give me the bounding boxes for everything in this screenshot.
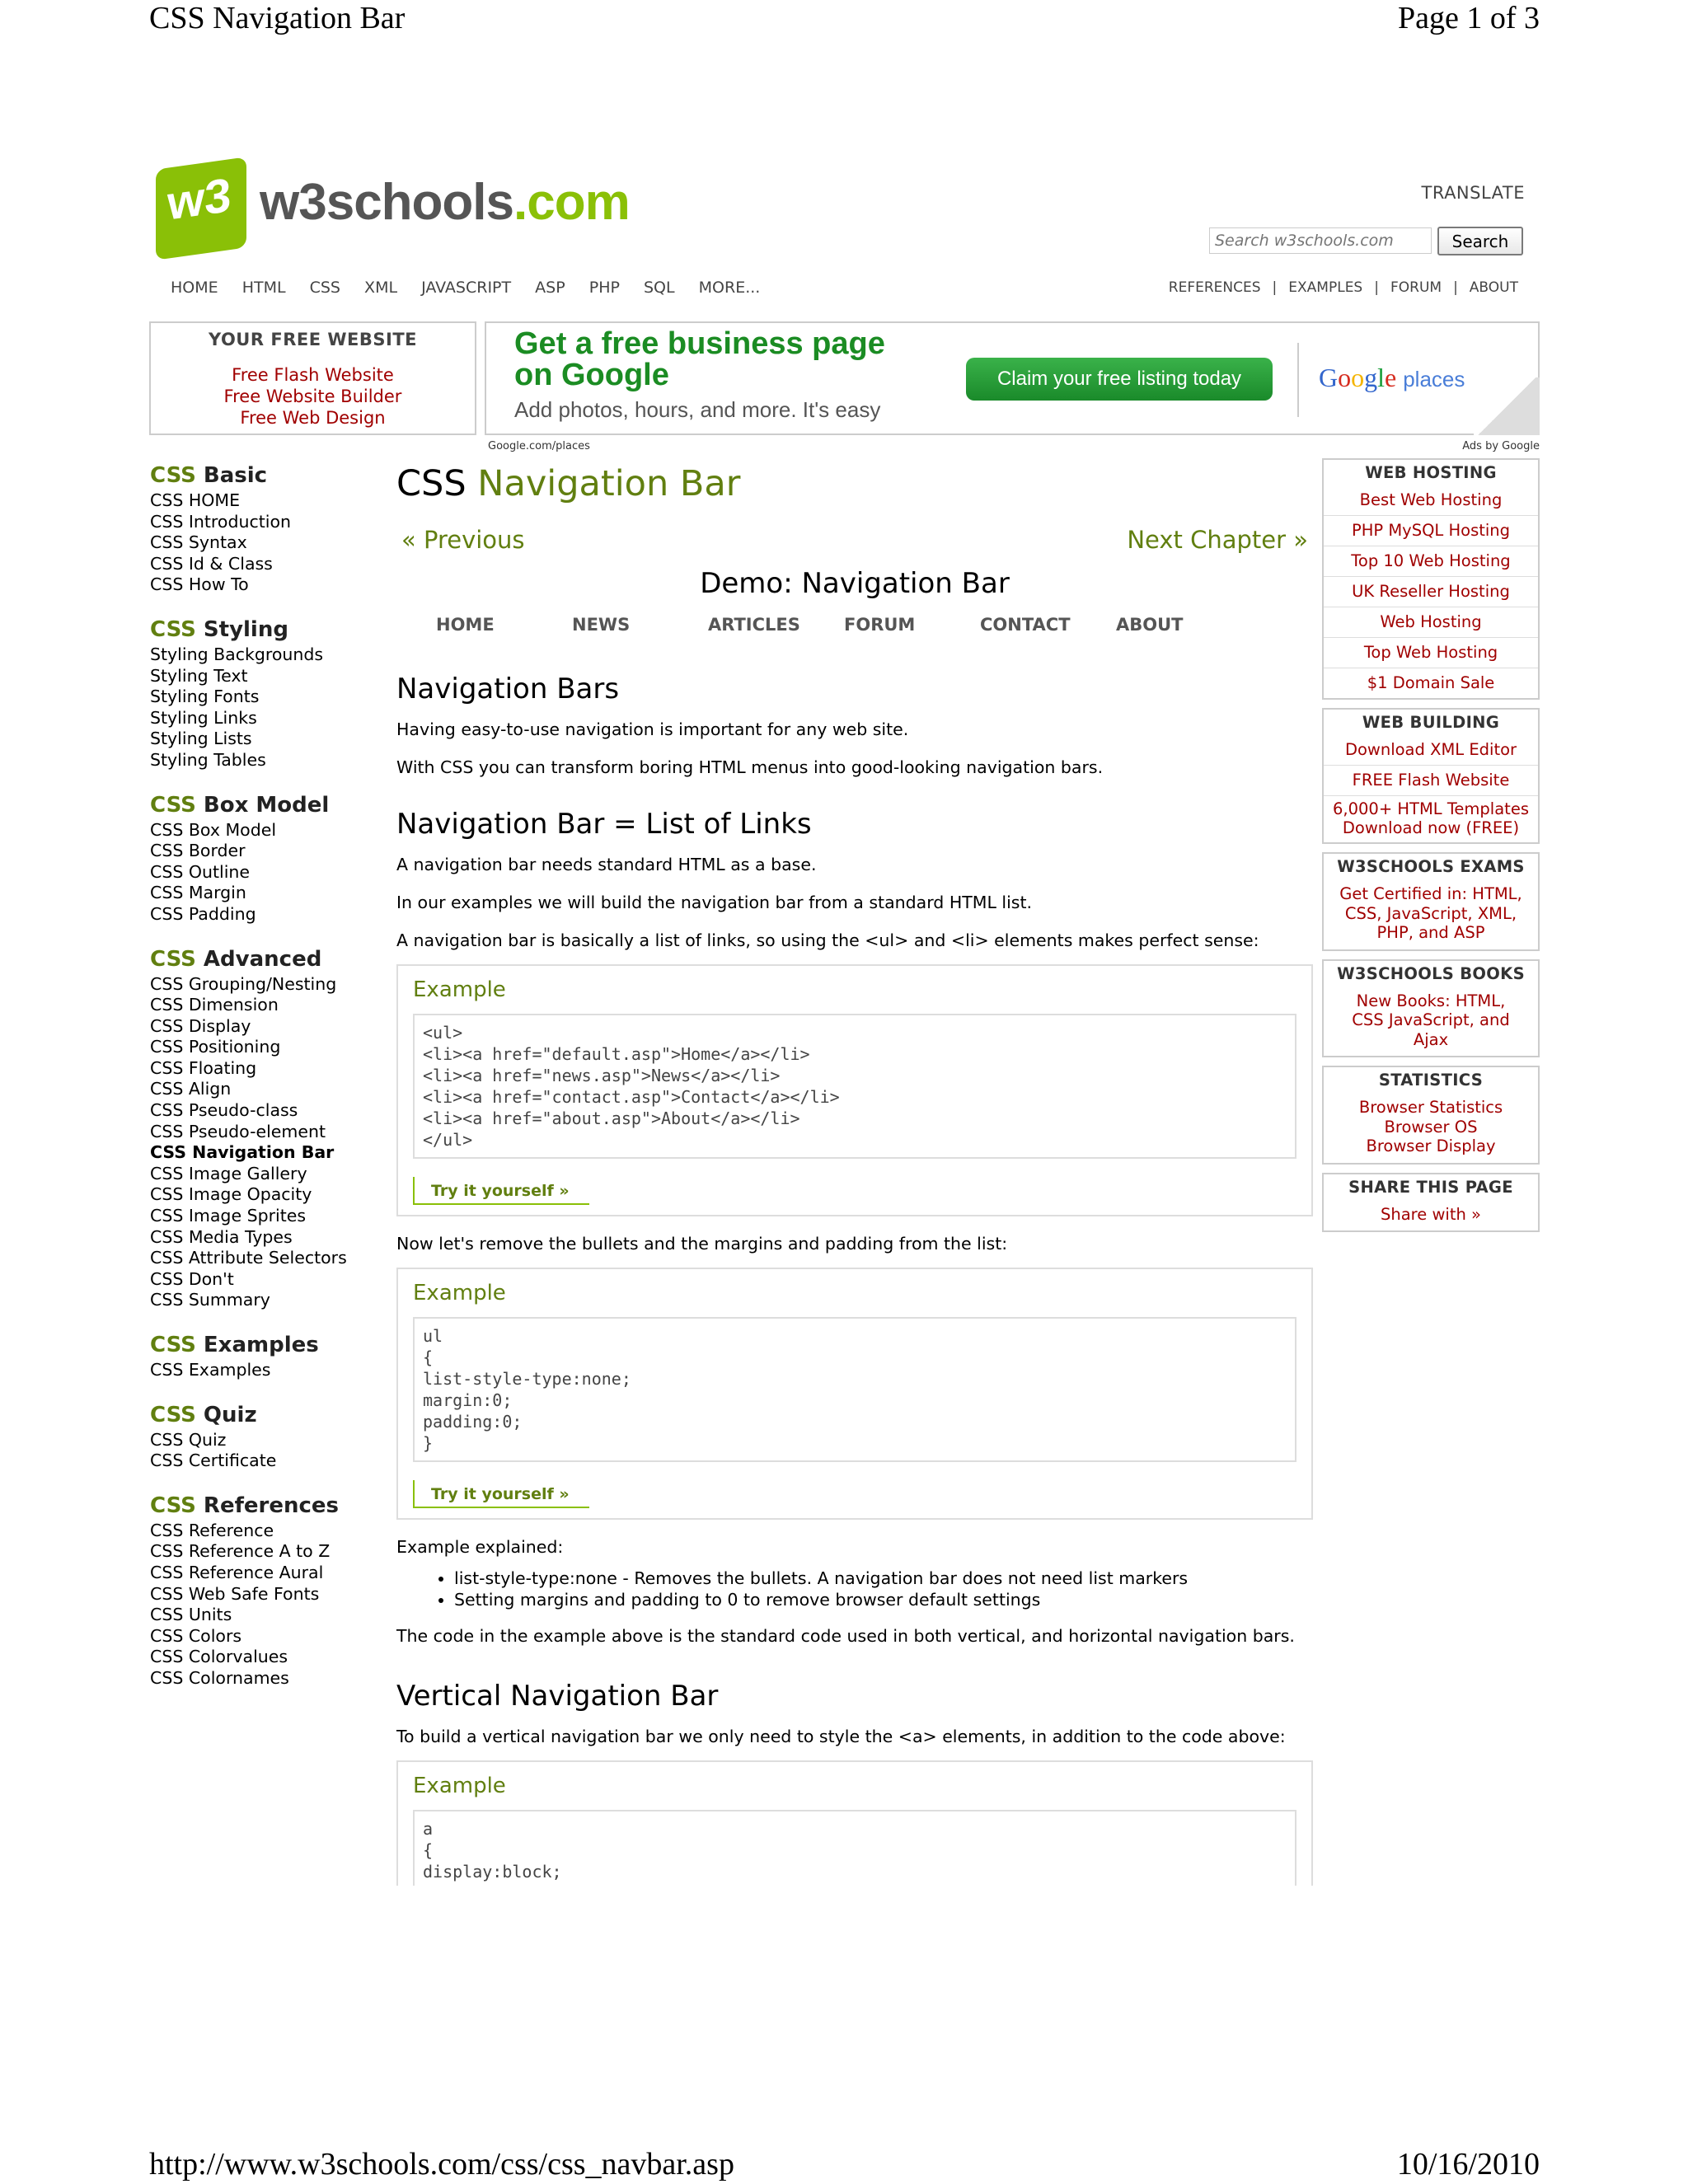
code-block: <ul> <li><a href="default.asp">Home</a></li> <li><a href="news.asp">News</a></li> <li><a href="contact.asp">Contact</a></li> <li><a href="about.asp">About</a></li> </ul> (413, 1014, 1296, 1159)
paragraph: A navigation bar is basically a list of links, so using the <ul> and <li> elements makes perfect sense: (396, 930, 1259, 950)
sidebar-item[interactable]: Styling Text (150, 665, 248, 686)
hosting-link[interactable]: Best Web Hosting (1359, 490, 1503, 509)
sidebar-item[interactable]: CSS Dimension (150, 995, 279, 1015)
nav-group (150, 617, 373, 771)
example-box-2 (396, 1268, 1313, 1520)
sidebar-item[interactable]: CSS Navigation Bar (150, 1142, 335, 1163)
sidebar-item[interactable]: CSS Colors (150, 1625, 242, 1646)
ad-subline: Add photos, hours, and more. It's easy (514, 397, 881, 422)
nav-group-heading: CSS References (150, 1493, 340, 1518)
free-website-title: YOUR FREE WEBSITE (209, 330, 417, 349)
building-link[interactable]: Download XML Editor (1344, 740, 1517, 759)
building-link[interactable]: 6,000+ HTML Templates Download now (FREE) (1324, 795, 1538, 842)
search-button[interactable]: Search (1437, 227, 1523, 255)
exams-link[interactable]: Get Certified in: HTML, CSS, JavaScript, XML, PHP, and ASP (1339, 884, 1522, 942)
sidebar-item[interactable]: CSS Colorvalues (150, 1647, 288, 1667)
topnav-html[interactable]: HTML (241, 279, 286, 297)
exams-box (1322, 852, 1540, 951)
left-sidebar (150, 463, 373, 1711)
box-title: SHARE THIS PAGE (1348, 1177, 1513, 1197)
example-title: Example (413, 977, 506, 1002)
nav-group-heading: CSS Advanced (150, 946, 322, 972)
demo-title: Demo: Navigation Bar (700, 567, 1010, 600)
sidebar-item[interactable]: CSS Margin (150, 883, 246, 903)
demo-navigation-bar (396, 615, 1313, 635)
topnav-sql[interactable]: SQL (643, 279, 675, 297)
web-building-box (1322, 708, 1540, 844)
box-title: STATISTICS (1378, 1071, 1484, 1090)
sidebar-item[interactable]: CSS Introduction (150, 511, 291, 532)
paragraph: Having easy-to-use navigation is important for any web site. (396, 719, 909, 739)
hosting-link[interactable]: Top 10 Web Hosting (1324, 546, 1538, 576)
free-web-design-link[interactable]: Free Web Design (240, 408, 386, 428)
code-block: ul { list-style-type:none; margin:0; padding:0; } (413, 1317, 1296, 1462)
box-title: W3SCHOOLS EXAMS (1337, 857, 1525, 876)
web-hosting-box (1322, 458, 1540, 700)
page-title: CSS Navigation Bar (396, 463, 741, 504)
topnav-xml[interactable]: XML (364, 279, 398, 297)
print-footer (149, 2146, 1540, 2184)
sidebar-item[interactable]: CSS Positioning (150, 1037, 281, 1057)
chapter-navigation (396, 526, 1313, 562)
sidebar-item[interactable]: CSS Padding (150, 903, 256, 924)
explanation-list (396, 1568, 1313, 1610)
logo-icon: w3 (156, 157, 246, 260)
hosting-link[interactable]: $1 Domain Sale (1324, 668, 1538, 698)
top-navigation (171, 279, 779, 297)
w3schools-logo[interactable] (151, 163, 645, 266)
share-link[interactable]: Share with » (1381, 1204, 1481, 1224)
example-box-1 (396, 964, 1313, 1216)
example-box-3 (396, 1760, 1313, 1886)
free-website-box (149, 321, 476, 435)
box-title: W3SCHOOLS BOOKS (1337, 963, 1525, 983)
sidebar-item[interactable]: CSS Syntax (150, 532, 247, 553)
sidebar-item[interactable]: CSS Box Model (150, 819, 277, 840)
sidebar-item[interactable]: CSS Quiz (150, 1429, 227, 1450)
sidebar-item[interactable]: CSS Media Types (150, 1226, 293, 1247)
print-date: 10/16/2010 (1396, 2147, 1540, 2182)
sidebar-item[interactable]: Styling Fonts (150, 687, 260, 707)
previous-link[interactable]: « Previous (401, 526, 525, 554)
box-title: WEB HOSTING (1365, 463, 1497, 482)
print-url: http://www.w3schools.com/css/css_navbar.asp (149, 2147, 734, 2182)
nav-group (150, 463, 373, 596)
box-title: WEB BUILDING (1362, 713, 1500, 732)
list-item: • list-style-type:none - Removes the bullets. A navigation bar does not need list markers (454, 1568, 1313, 1589)
sidebar-item[interactable]: CSS Image Sprites (150, 1206, 307, 1226)
paragraph: Example explained: (396, 1537, 564, 1557)
sidebar-item[interactable]: CSS Pseudo-class (150, 1100, 298, 1121)
right-sidebar (1322, 458, 1540, 1240)
ad-divider (1297, 343, 1299, 417)
translate-link[interactable]: TRANSLATE (1421, 183, 1525, 203)
sidebar-item[interactable]: CSS Summary (150, 1290, 270, 1310)
nav-group-heading: CSS Quiz (150, 1402, 257, 1427)
ads-by-google[interactable]: Ads by Google (1462, 440, 1540, 452)
ad-headline: Get a free business page on Google (514, 326, 885, 392)
nav-group (150, 1403, 373, 1472)
paragraph: Now let's remove the bullets and the margins and padding from the list: (396, 1234, 1008, 1254)
demo-nav-about[interactable]: ABOUT (1116, 615, 1184, 635)
books-box (1322, 959, 1540, 1058)
paragraph: A navigation bar needs standard HTML as a base. (396, 855, 817, 874)
sidebar-item[interactable]: CSS Id & Class (150, 553, 273, 574)
paragraph: With CSS you can transform boring HTML menus into good-looking navigation bars. (396, 757, 1104, 777)
hosting-link[interactable]: Web Hosting (1324, 607, 1538, 637)
hosting-link[interactable]: UK Reseller Hosting (1324, 576, 1538, 607)
sidebar-item[interactable]: CSS Display (150, 1015, 251, 1036)
nav-group (150, 1493, 373, 1690)
sidebar-item[interactable]: CSS How To (150, 574, 249, 595)
topnav-css[interactable]: CSS (309, 279, 340, 297)
nav-group-heading: CSS Styling (150, 616, 288, 642)
browser-display-link[interactable]: Browser Display (1366, 1137, 1496, 1155)
sidebar-item[interactable]: CSS Pseudo-element (150, 1121, 326, 1141)
google-places-logo: Google places (1319, 363, 1465, 392)
print-title: CSS Navigation Bar (149, 1, 406, 35)
free-website-builder-link[interactable]: Free Website Builder (223, 387, 402, 406)
ad-url[interactable]: Google.com/places (488, 440, 590, 452)
claim-listing-button[interactable]: Claim your free listing today (966, 358, 1273, 401)
topnav-more[interactable]: MORE... (698, 279, 761, 297)
paragraph: In our examples we will build the navigation bar from a standard HTML list. (396, 893, 1033, 912)
topnav-php[interactable]: PHP (588, 279, 620, 297)
nav-group (150, 793, 373, 926)
sidebar-item[interactable]: CSS Reference Aural (150, 1562, 324, 1582)
hosting-link[interactable]: PHP MySQL Hosting (1324, 515, 1538, 546)
page-curl-decoration (1474, 377, 1540, 435)
nav-group (150, 1333, 373, 1381)
browser-os-link[interactable]: Browser OS (1384, 1117, 1478, 1137)
try-it-yourself-button[interactable]: Try it yourself » (413, 1480, 589, 1508)
nav-group-heading: CSS Box Model (150, 792, 330, 818)
sidebar-item[interactable]: CSS Examples (150, 1360, 271, 1380)
demo-nav-news[interactable]: NEWS (572, 615, 631, 635)
demo-nav-home[interactable]: HOME (436, 615, 495, 635)
heading-vertical-navigation-bar: Vertical Navigation Bar (396, 1680, 719, 1713)
topnav-asp[interactable]: ASP (535, 279, 565, 297)
sidebar-item[interactable]: Styling Links (150, 707, 257, 728)
search-input[interactable] (1209, 227, 1432, 254)
reference-navigation: REFERENCES | EXAMPLES | FORUM | ABOUT (1168, 279, 1518, 296)
paragraph: The code in the example above is the standard code used in both vertical, and horizontal navigation bars. (396, 1626, 1295, 1646)
main-content (396, 463, 1313, 1902)
sidebar-item[interactable]: CSS HOME (150, 490, 241, 510)
building-link[interactable]: FREE Flash Website (1324, 765, 1538, 795)
heading-list-of-links: Navigation Bar = List of Links (396, 808, 812, 841)
print-header (149, 0, 1540, 41)
statistics-box (1322, 1066, 1540, 1165)
sidebar-item[interactable]: Styling Lists (150, 729, 252, 749)
sidebar-item[interactable]: CSS Web Safe Fonts (150, 1583, 320, 1604)
paragraph: To build a vertical navigation bar we only need to style the <a> elements, in addition to the code above: (396, 1727, 1286, 1746)
share-box (1322, 1173, 1540, 1233)
sidebar-item[interactable]: CSS Certificate (150, 1451, 277, 1471)
sidebar-item[interactable]: Styling Backgrounds (150, 644, 324, 664)
sidebar-item[interactable]: CSS Image Gallery (150, 1163, 307, 1183)
nav-group-heading: CSS Examples (150, 1333, 319, 1357)
sidebar-item[interactable]: CSS Floating (150, 1057, 257, 1078)
refnav-about[interactable]: ABOUT (1469, 279, 1518, 296)
topnav-javascript[interactable]: JAVASCRIPT (421, 279, 512, 297)
nav-group (150, 947, 373, 1312)
browser-statistics-link[interactable]: Browser Statistics (1358, 1098, 1503, 1117)
sidebar-item[interactable]: Styling Tables (150, 749, 266, 770)
demo-nav-articles[interactable]: ARTICLES (708, 615, 800, 635)
list-item: • Setting margins and padding to 0 to remove browser default settings (454, 1589, 1313, 1610)
sidebar-item[interactable]: CSS Reference (150, 1520, 274, 1540)
next-chapter-link[interactable]: Next Chapter » (1127, 526, 1308, 554)
sidebar-item[interactable]: CSS Units (150, 1605, 232, 1625)
demo-nav-forum[interactable]: FORUM (844, 615, 916, 635)
sidebar-item[interactable]: CSS Colornames (150, 1667, 289, 1688)
hosting-link[interactable]: Top Web Hosting (1324, 637, 1538, 668)
statistics-links (1324, 1093, 1538, 1163)
refnav-references[interactable]: REFERENCES (1168, 279, 1261, 296)
google-places-ad[interactable] (485, 321, 1540, 435)
topnav-home[interactable]: HOME (171, 279, 218, 297)
refnav-forum[interactable]: FORUM (1390, 279, 1442, 296)
heading-navigation-bars: Navigation Bars (396, 673, 620, 705)
sidebar-item[interactable]: CSS Border (150, 841, 246, 861)
print-page-number: Page 1 of 3 (1397, 1, 1540, 35)
refnav-examples[interactable]: EXAMPLES (1288, 279, 1363, 296)
nav-group-heading: CSS Basic (150, 463, 268, 488)
sidebar-item[interactable]: CSS Attribute Selectors (150, 1248, 347, 1268)
example-title: Example (413, 1774, 506, 1798)
sidebar-item[interactable]: CSS Reference A to Z (150, 1541, 331, 1562)
code-block: a { display:block; (413, 1810, 1296, 1886)
books-link[interactable]: New Books: HTML, CSS JavaScript, and Ajax (1352, 991, 1510, 1049)
sidebar-item[interactable]: CSS Outline (150, 861, 251, 882)
logo-text: w3schools.com (260, 174, 630, 231)
sidebar-item[interactable]: CSS Align (150, 1079, 232, 1099)
free-flash-website-link[interactable]: Free Flash Website (232, 365, 394, 385)
example-title: Example (413, 1281, 506, 1305)
try-it-yourself-button[interactable]: Try it yourself » (413, 1177, 589, 1205)
demo-nav-contact[interactable]: CONTACT (980, 615, 1071, 635)
sidebar-item[interactable]: CSS Don't (150, 1268, 234, 1289)
sidebar-item[interactable]: CSS Image Opacity (150, 1184, 312, 1205)
sidebar-item[interactable]: CSS Grouping/Nesting (150, 973, 337, 994)
